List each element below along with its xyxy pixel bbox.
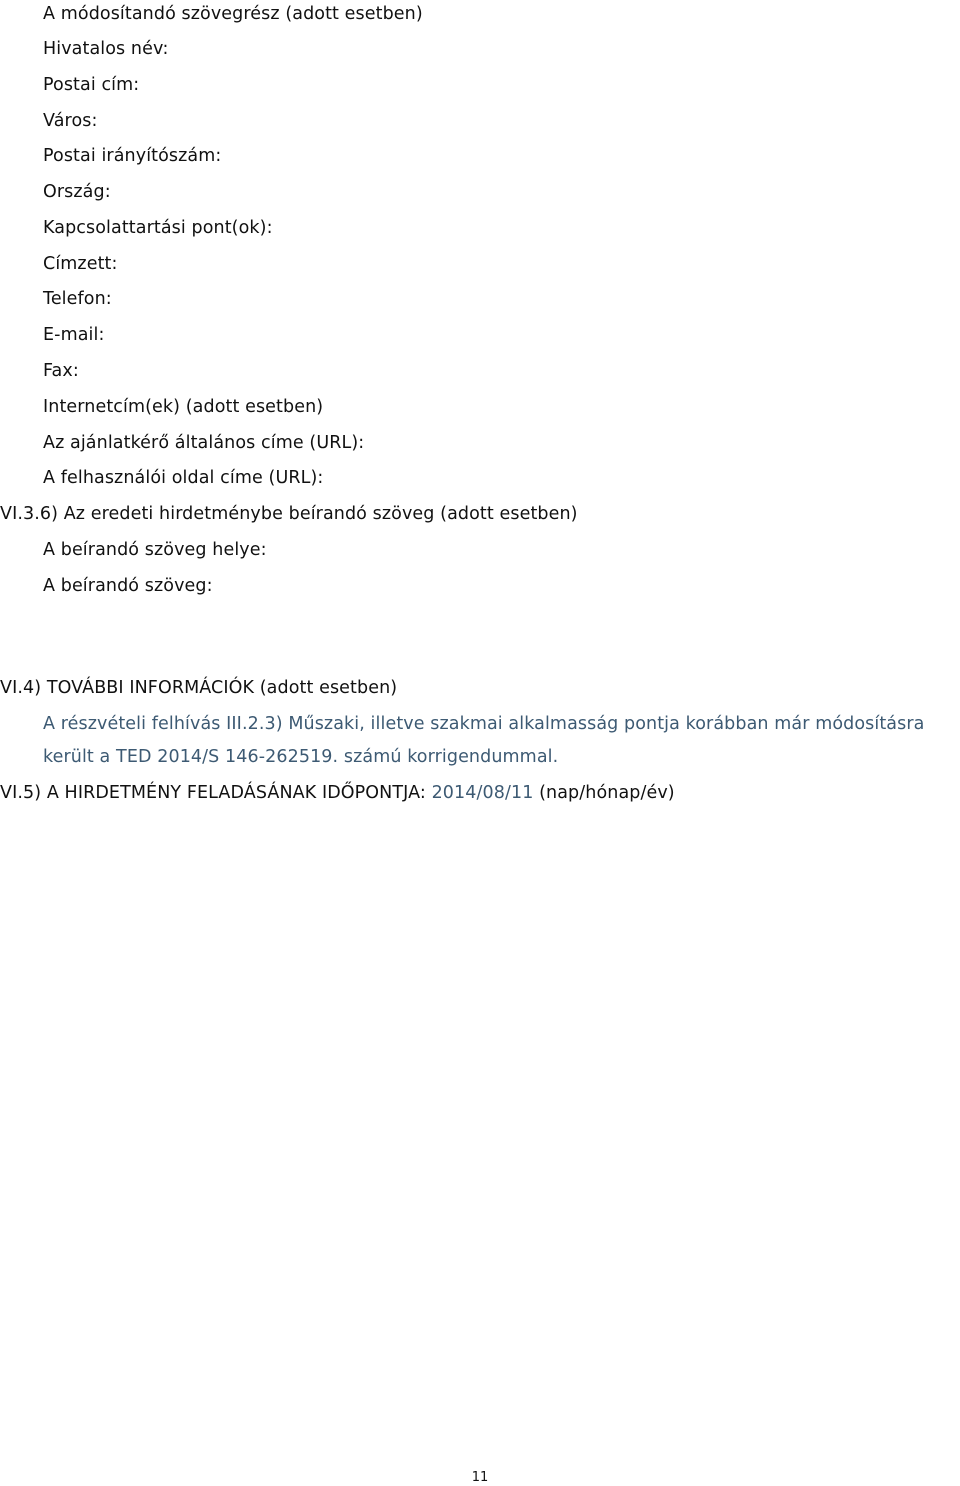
dispatch-date-value: 2014/08/11 <box>431 783 534 803</box>
insert-place-label: A beírandó szöveg helye: <box>43 540 267 560</box>
field-postal-address: Postai cím: <box>43 75 140 95</box>
field-buyer-profile-url: A felhasználói oldal címe (URL): <box>43 468 324 488</box>
field-internet-address: Internetcím(ek) (adott esetben) <box>43 397 324 417</box>
field-country: Ország: <box>43 182 111 202</box>
additional-info-line-2: került a TED 2014/S 146-262519. számú korrigendummal. <box>43 747 559 767</box>
field-postal-code: Postai irányítószám: <box>43 146 222 166</box>
field-addressee: Címzett: <box>43 254 118 274</box>
field-general-url: Az ajánlatkérő általános címe (URL): <box>43 433 365 453</box>
field-email: E-mail: <box>43 325 105 345</box>
field-amended-text: A módosítandó szövegrész (adott esetben) <box>43 4 423 24</box>
insert-text-label: A beírandó szöveg: <box>43 576 213 596</box>
field-contact-points: Kapcsolattartási pont(ok): <box>43 218 273 238</box>
section-heading-vi-3-6: VI.3.6) Az eredeti hirdetménybe beírandó szöveg (adott esetben) <box>0 504 578 524</box>
field-city: Város: <box>43 111 98 131</box>
additional-info-line-1: A részvételi felhívás III.2.3) Műszaki, illetve szakmai alkalmasság pontja korábban már módosításra <box>43 714 925 734</box>
section-heading-vi-4: VI.4) TOVÁBBI INFORMÁCIÓK (adott esetben) <box>0 678 398 698</box>
dispatch-date-label: VI.5) A HIRDETMÉNY FELADÁSÁNAK IDŐPONTJA: <box>0 783 426 803</box>
page-number: 11 <box>471 1470 489 1485</box>
field-official-name: Hivatalos név: <box>43 39 169 59</box>
dispatch-date-format: (nap/hónap/év) <box>539 783 675 803</box>
dispatch-date-row <box>0 782 675 804</box>
field-fax: Fax: <box>43 361 79 381</box>
field-phone: Telefon: <box>43 289 112 309</box>
